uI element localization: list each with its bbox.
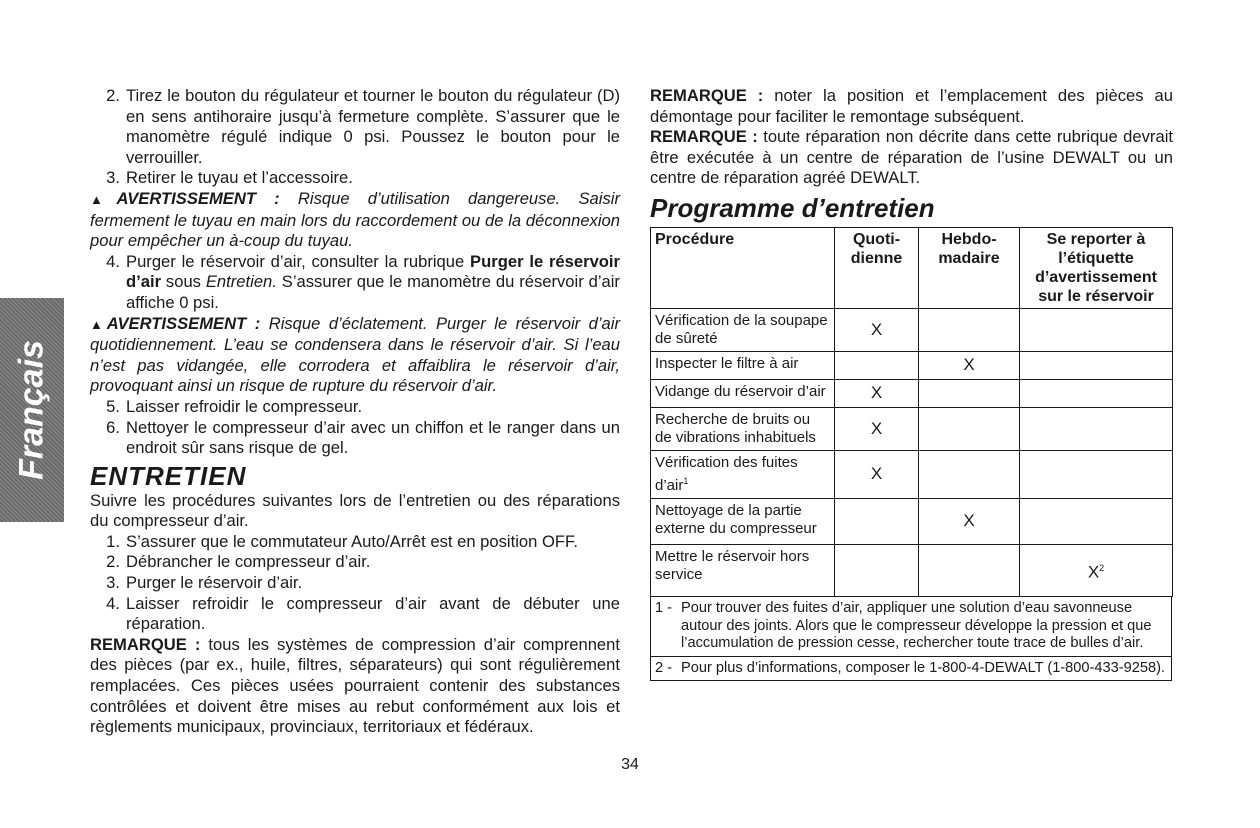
procedure-cell: Vérification de la soupape de sûreté [651, 308, 835, 351]
label-cell [1020, 450, 1173, 498]
daily-cell [835, 544, 919, 596]
table-row [651, 308, 1173, 351]
entretien-heading: ENTRETIEN [90, 460, 247, 491]
remarque-disassembly: REMARQUE : noter la position et l’emplacement des pièces au démontage pour faciliter le remontage subséquent. [650, 86, 1173, 126]
label-cell [1020, 351, 1173, 379]
column-header: Procédure [651, 227, 835, 308]
weekly-cell [919, 544, 1020, 596]
warning-label: AVERTISSEMENT : [106, 313, 261, 333]
table-row [651, 450, 1173, 498]
warning-triangle-icon: ▲ [90, 191, 117, 207]
weekly-cell: X [919, 498, 1020, 544]
step-3-remove-hose: 3. Retirer le tuyau et l’accessoire. [106, 168, 353, 188]
maint-step-2: 2. Débrancher le compresseur d’air. [106, 552, 371, 572]
step-4-drain-tank: 4. Purger le réservoir d’air, consulter la rubrique Purger le réservoir d’air sous Entretien. S’assurer que le manomètre du réservoir d’air affiche 0 psi. [106, 251, 620, 312]
footnote-1: 1 - Pour trouver des fuites d’air, appliquer une solution d’eau savonneuse autour des joints. Alors que le compresseur développe la pression et que l’accumulation de pression cesse, rechercher toute trace de bulles d’air. [655, 599, 1152, 652]
daily-cell: X [835, 407, 919, 450]
daily-cell: X [835, 450, 919, 498]
table-row [651, 351, 1173, 379]
procedure-cell: Recherche de bruits ou de vibrations inhabituels [651, 407, 835, 450]
footnote-ref: 2 [1099, 562, 1105, 573]
procedure-cell: Vérification des fuites d’air$^1$ [651, 450, 835, 498]
label-cell [1020, 498, 1173, 544]
language-side-tab [0, 298, 64, 522]
weekly-cell: X [919, 351, 1020, 379]
warning-triangle-icon: ▲ [90, 316, 107, 332]
procedure-cell: Vidange du réservoir d’air [651, 379, 835, 407]
language-tab-label: Français [12, 340, 51, 480]
remarque-repair-center: REMARQUE : toute réparation non décrite dans cette rubrique devrait être exécutée à un centre de réparation de l’usine DEWALT ou un centre de réparation agréé DEWALT. [650, 127, 1173, 188]
label-cell [1020, 407, 1173, 450]
daily-cell [835, 351, 919, 379]
weekly-cell [919, 407, 1020, 450]
maint-step-4: 4. Laisser refroidir le compresseur d’air avant de débuter une réparation. [106, 593, 620, 634]
remarque-parts-disposal: REMARQUE : tous les systèmes de compression d’air comprennent des pièces (par ex., huile, filtres, séparateurs) qui sont régulièrement remplacées. Ces pièces usées pourraient contenir des substances contrôlées et doivent être mises au rebut conformément aux lois et règlements municipaux, provinciaux, territoriaux et fédéraux. [90, 634, 620, 737]
daily-cell: X [835, 379, 919, 407]
step-2-regulator: 2. Tirez le bouton du régulateur et tourner le bouton du régulateur (D) en sens antihoraire jusqu’à fermeture complète. S’assurer que le manomètre régulé indique 0 psi. Poussez le bouton pour le verrouiller. [106, 86, 620, 167]
column-header: Quoti-dienne [835, 227, 919, 308]
table-footnotes [650, 597, 1172, 681]
step-6-clean-store: 6. Nettoyer le compresseur d’air avec un chiffon et le ranger dans un endroit sûr sans risque de gel. [106, 417, 620, 458]
label-cell [1020, 379, 1173, 407]
procedure-cell: Inspecter le filtre à air [651, 351, 835, 379]
maint-step-1: 1. S’assurer que le commutateur Auto/Arrêt est en position OFF. [106, 531, 578, 551]
procedure-cell: Mettre le réservoir hors service [651, 544, 835, 596]
daily-cell: X [835, 308, 919, 351]
page-number: 34 [621, 756, 639, 773]
warning-hose-whip: ▲AVERTISSEMENT : Risque d’utilisation dangereuse. Saisir fermement le tuyau en main lors du raccordement ou de la déconnexion pour empêcher un à-coup du tuyau. [90, 188, 620, 251]
weekly-cell [919, 308, 1020, 351]
right-column [650, 86, 1173, 681]
table-row [651, 498, 1173, 544]
column-header: Se reporter à l’étiquette d’avertissement sur le réservoir [1020, 227, 1173, 308]
left-column [90, 86, 620, 738]
table-row [651, 407, 1173, 450]
procedure-cell: Nettoyage de la partie externe du compresseur [651, 498, 835, 544]
label-cell [1020, 308, 1173, 351]
warning-burst: ▲AVERTISSEMENT : Risque d’éclatement. Purger le réservoir d’air quotidiennement. L’eau se condensera dans le réservoir d’air. Si l’eau n’est pas vidangée, elle corrodera et affaiblira le réservoir d’air, provoquant ainsi un risque de rupture du réservoir d’air. [90, 313, 620, 396]
weekly-cell [919, 450, 1020, 498]
table-header-row [651, 227, 1173, 308]
column-header: Hebdo-madaire [919, 227, 1020, 308]
maint-step-3: 3. Purger le réservoir d’air. [106, 573, 303, 593]
step-5-cool: 5. Laisser refroidir le compresseur. [106, 396, 363, 416]
entretien-intro: Suivre les procédures suivantes lors de l’entretien ou des réparations du compresseur d’air. [90, 490, 620, 531]
table-row [651, 544, 1173, 596]
schedule-heading: Programme d’entretien [650, 192, 935, 223]
footnote-ref: 1 [683, 475, 689, 486]
footnote-2: 2 - Pour plus d’informations, composer le 1-800-4-DEWALT (1-800-433-9258). [651, 656, 1171, 681]
weekly-cell [919, 379, 1020, 407]
label-cell: $X^2$ [1020, 544, 1173, 596]
maintenance-schedule-table [650, 227, 1173, 597]
warning-label: AVERTISSEMENT : [116, 188, 280, 208]
daily-cell [835, 498, 919, 544]
table-row [651, 379, 1173, 407]
